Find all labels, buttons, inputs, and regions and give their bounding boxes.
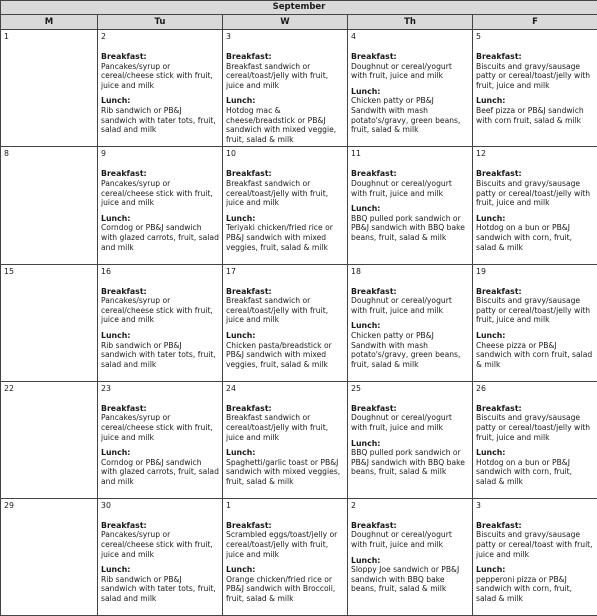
breakfast-menu: Pancakes/syrup or cereal/cheese stick with fruit, juice and milk: [101, 61, 213, 90]
lunch-menu: Chicken patty or PB&J Sandwith with mash potato's/gravy, green beans, fruit, salad & milk: [351, 96, 461, 135]
day-number: 30: [101, 500, 111, 510]
month-header-row: [1, 1, 597, 15]
breakfast-label: Breakfast:: [351, 520, 397, 530]
lunch-menu: Hotdog on a bun or PB&J sandwich with corn, fruit, salad & milk: [476, 457, 573, 486]
weekday-header-friday: F: [473, 15, 597, 30]
breakfast-label: Breakfast:: [476, 52, 522, 61]
breakfast-label: Breakfast:: [476, 169, 522, 179]
day-number: 17: [226, 266, 236, 276]
lunch-menu: Orange chicken/fried rice or PB&J sandwich with Broccoli, fruit, salad & milk: [226, 574, 336, 603]
lunch-label: Lunch:: [351, 555, 381, 565]
day-cell: [223, 147, 348, 264]
breakfast-label: Breakfast:: [101, 169, 147, 179]
breakfast-menu: Doughnut or cereal/yogurt with fruit, juice and milk: [351, 61, 452, 81]
lunch-label: Lunch:: [351, 321, 381, 331]
lunch-label: Lunch:: [226, 213, 256, 223]
breakfast-menu: Scrambled eggs/toast/jelly or cereal/toast/jelly with fruit, juice and milk: [226, 530, 338, 559]
day-cell-monday: [1, 264, 98, 381]
day-cell-monday: [1, 498, 98, 615]
breakfast-menu: Biscuits and gravy/sausage patty or cereal/toast with fruit, juice and milk: [476, 530, 593, 559]
day-cell: [348, 30, 473, 147]
day-cell-monday: [1, 381, 98, 498]
calendar-body: [1, 30, 597, 616]
weekday-header-row: [1, 15, 597, 30]
month-title: September: [1, 1, 597, 15]
breakfast-menu: Doughnut or cereal/yogurt with fruit, juice and milk: [351, 413, 452, 432]
lunch-label: Lunch:: [101, 330, 131, 340]
breakfast-menu: Biscuits and gravy/sausage patty or cereal/toast/jelly with fruit, juice and milk: [476, 413, 591, 442]
lunch-label: Lunch:: [101, 448, 131, 458]
day-number: 18: [351, 266, 361, 276]
breakfast-label: Breakfast:: [476, 403, 522, 413]
lunch-label: Lunch:: [101, 565, 131, 575]
day-cell: [348, 498, 473, 615]
lunch-menu: BBQ pulled pork sandwich or PB&J sandwich with BBQ bake beans, fruit, salad & milk: [351, 448, 465, 477]
day-number: 3: [226, 32, 231, 41]
day-number: 24: [226, 383, 236, 393]
breakfast-menu: Breakfast sandwich or cereal/toast/jelly with fruit, juice and milk: [226, 61, 329, 90]
breakfast-menu: Pancakes/syrup or cereal/cheese stick with fruit, juice and milk: [101, 296, 213, 325]
breakfast-label: Breakfast:: [351, 286, 397, 296]
day-number: 10: [226, 149, 236, 159]
breakfast-menu: Doughnut or cereal/yogurt with fruit, juice and milk: [351, 296, 452, 315]
breakfast-menu: Doughnut or cereal/yogurt with fruit, juice and milk: [351, 530, 452, 550]
weekday-header-monday: M: [1, 15, 98, 30]
lunch-label: Lunch:: [101, 96, 131, 106]
day-cell: [223, 381, 348, 498]
lunch-menu: Hotdog on a bun or PB&J sandwich with corn, fruit, salad & milk: [476, 223, 573, 252]
day-number: 1: [226, 500, 231, 510]
week-row: [1, 498, 597, 615]
day-number: 19: [476, 266, 486, 276]
day-cell: [98, 381, 223, 498]
day-cell: [348, 264, 473, 381]
lunch-label: Lunch:: [476, 565, 506, 575]
weekday-header-wednesday: W: [223, 15, 348, 30]
week-row: [1, 147, 597, 264]
breakfast-label: Breakfast:: [101, 286, 147, 296]
breakfast-menu: Doughnut or cereal/yogurt with fruit, juice and milk: [351, 179, 452, 198]
breakfast-label: Breakfast:: [101, 403, 147, 413]
lunch-menu: pepperoni pizza or PB&J sandwich with corn, fruit, salad & milk: [476, 574, 573, 603]
day-number: 15: [4, 266, 14, 276]
day-cell-monday: [1, 30, 98, 147]
lunch-label: Lunch:: [226, 565, 256, 575]
breakfast-menu: Breakfast sandwich or cereal/toast/jelly with fruit, juice and milk: [226, 179, 329, 208]
day-number: 23: [101, 383, 111, 393]
day-number: 5: [476, 32, 481, 41]
day-number: 3: [476, 500, 481, 510]
breakfast-label: Breakfast:: [226, 52, 272, 61]
lunch-label: Lunch:: [476, 448, 506, 458]
day-number: 22: [4, 383, 14, 393]
lunch-label: Lunch:: [476, 330, 506, 340]
lunch-menu: Cheese pizza or PB&J sandwich with corn fruit, salad & milk: [476, 340, 593, 369]
lunch-menu: Rib sandwich or PB&J sandwich with tater tots, fruit, salad and milk: [101, 340, 216, 369]
breakfast-label: Breakfast:: [351, 52, 397, 61]
lunch-label: Lunch:: [476, 213, 506, 223]
day-cell: [348, 381, 473, 498]
breakfast-label: Breakfast:: [226, 520, 272, 530]
day-cell: [473, 498, 597, 615]
lunch-menu: Sloppy Joe sandwich or PB&J sandwich with BBQ bake beans, fruit, salad & milk: [351, 565, 460, 594]
day-number: 16: [101, 266, 111, 276]
lunch-menu: Chicken patty or PB&J Sandwith with mash potato's/gravy, green beans, fruit, salad & milk: [351, 330, 461, 369]
lunch-label: Lunch:: [101, 213, 131, 223]
week-row: [1, 264, 597, 381]
lunch-label: Lunch:: [226, 330, 256, 340]
lunch-menu: Rib sandwich or PB&J sandwich with tater tots, fruit, salad and milk: [101, 105, 216, 135]
breakfast-label: Breakfast:: [226, 403, 272, 413]
day-number: 1: [4, 32, 9, 41]
lunch-menu: Hotdog mac & cheese/breadstick or PB&J sandwich with mixed veggie, fruit, salad & milk: [226, 105, 337, 144]
day-number: 25: [351, 383, 361, 393]
breakfast-menu: Biscuits and gravy/sausage patty or cereal/toast/jelly with fruit, juice and milk: [476, 179, 591, 208]
breakfast-label: Breakfast:: [351, 403, 397, 413]
breakfast-menu: Pancakes/syrup or cereal/cheese stick with fruit, juice and milk: [101, 413, 213, 442]
breakfast-menu: Pancakes/syrup or cereal/cheese stick with fruit, juice and milk: [101, 179, 213, 208]
day-number: 4: [351, 32, 356, 41]
breakfast-label: Breakfast:: [476, 286, 522, 296]
day-cell: [98, 498, 223, 615]
week-row: [1, 381, 597, 498]
breakfast-label: Breakfast:: [351, 169, 397, 179]
day-cell: [98, 264, 223, 381]
breakfast-label: Breakfast:: [226, 169, 272, 179]
lunch-menu: Teriyaki chicken/fried rice or PB&J sandwich with mixed veggies, fruit, salad & milk: [226, 223, 333, 252]
lunch-label: Lunch:: [351, 86, 381, 96]
breakfast-menu: Biscuits and gravy/sausage patty or cereal/toast/jelly with fruit, juice and milk: [476, 296, 591, 325]
day-cell: [473, 264, 597, 381]
day-number: 11: [351, 149, 361, 159]
lunch-menu: Beef pizza or PB&J sandwich with corn fruit, salad & milk: [476, 105, 584, 125]
day-number: 2: [351, 500, 356, 510]
day-number: 26: [476, 383, 486, 393]
lunch-label: Lunch:: [351, 204, 381, 214]
day-cell: [98, 147, 223, 264]
lunch-label: Lunch:: [226, 96, 256, 106]
breakfast-menu: Breakfast sandwich or cereal/toast/jelly with fruit, juice and milk: [226, 413, 329, 442]
day-cell: [223, 264, 348, 381]
lunch-label: Lunch:: [351, 438, 381, 448]
lunch-label: Lunch:: [226, 448, 256, 458]
day-number: 12: [476, 149, 486, 159]
lunch-menu: Corndog or PB&J sandwich with glazed carrots, fruit, salad and milk: [101, 457, 219, 486]
breakfast-label: Breakfast:: [101, 52, 147, 61]
breakfast-label: Breakfast:: [476, 520, 522, 530]
day-number: 2: [101, 32, 106, 41]
breakfast-menu: Breakfast sandwich or cereal/toast/jelly with fruit, juice and milk: [226, 296, 329, 325]
day-cell: [223, 498, 348, 615]
day-cell-monday: [1, 147, 98, 264]
day-cell: [223, 30, 348, 147]
day-cell: [98, 30, 223, 147]
lunch-menu: BBQ pulled pork sandwich or PB&J sandwich with BBQ bake beans, fruit, salad & milk: [351, 213, 465, 243]
weekday-header-tuesday: Tu: [98, 15, 223, 30]
weekday-header-thursday: Th: [348, 15, 473, 30]
day-cell: [473, 30, 597, 147]
day-number: 9: [101, 149, 106, 159]
lunch-label: Lunch:: [476, 96, 506, 106]
week-row: [1, 30, 597, 147]
day-number: 8: [4, 149, 9, 159]
day-cell: [473, 147, 597, 264]
day-cell: [473, 381, 597, 498]
day-cell: [348, 147, 473, 264]
breakfast-menu: Pancakes/syrup or cereal/cheese stick with fruit, juice and milk: [101, 530, 213, 559]
breakfast-menu: Biscuits and gravy/sausage patty or cereal/toast/jelly with fruit, juice and milk: [476, 61, 591, 90]
day-number: 29: [4, 500, 14, 510]
lunch-menu: Corndog or PB&J sandwich with glazed carrots, fruit, salad and milk: [101, 223, 219, 252]
breakfast-label: Breakfast:: [101, 520, 147, 530]
breakfast-label: Breakfast:: [226, 286, 272, 296]
lunch-menu: Chicken pasta/breadstick or PB&J sandwich with mixed veggies, fruit, salad & milk: [226, 340, 332, 369]
lunch-menu: Spaghetti/garlic toast or PB&J sandwich with mixed veggies, fruit, salad & milk: [226, 457, 341, 486]
lunch-menu: Rib sandwich or PB&J sandwich with tater tots, fruit, salad and milk: [101, 574, 216, 603]
